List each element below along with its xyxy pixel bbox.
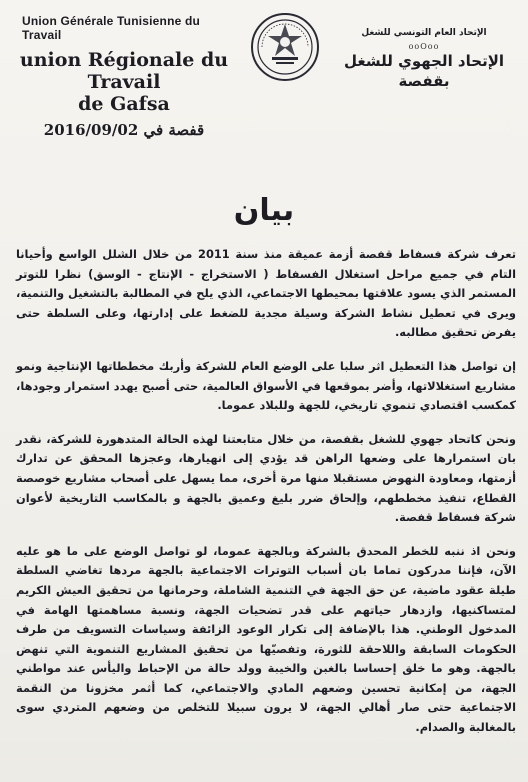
- statement-title: بيان: [233, 193, 295, 228]
- ugtt-arabic-label: الإتحاد العام التونسي للشغل: [361, 28, 487, 38]
- paragraph-4: ونحن اذ ننبه للخطر المحدق بالشركة وبالجهة عموما، لو تواصل الوضع على ما هو عليه الآن، فإننا مدركون تماما بان أسباب التوترات الاجتماعية بالجهة مردها تغاضي السلطة طيلة عقود ماضية، عن حق الجهة في التنمية الشاملة، وحرمانها من تحقيق العيش الكريم لمتساكنيها، وازدهار حياتهم على قدر تضحيات الجهة، ونسبة مساهمتها الهامة في المدخول الوطني. هذا بالإضافة إلى تكرار الوعود الزائفة وسياسات التسويف من طرف الحكومات السابقة واللاحقة للثورة، وتفصيّها من تحقيق المشاريع التنموية التي تنهض بالجهة. وهو ما خلق إحساسا بالغبن والخيبة وولد حالة من الإحباط واليأس عند مواطني الجهة، من إمكانية تحسين وضعهم المادي والاجتماعي، كما أثمر مخزونا من النقمة الاجتماعية حتى صار أهالي الجهة، لا يرون سبيلا للتخلص من وضعهم المتردي سوى بالمغالبة والصدام.: [16, 543, 516, 735]
- gafsa-label: de Gafsa: [78, 93, 170, 115]
- paragraph-3: ونحن كاتحاد جهوي للشغل بقفصة، من خلال متابعتنا لهذه الحالة المتدهورة للشركة، نقدر بان استمرارها على وضعها الراهن قد يؤدي إلى انهيارها، وعجزها المحقق عن تدارك أزمتها، ومعاودة النهوض مستقبلا منها مرة أخرى، مما يسهل على أصحاب مشاريع خوصصة القطاع، تنفيذ مخططهم، وإلحاق ضرر بليغ وعميق بالجهة و بالمكاسب التاريخية لأعوان شركة فسفاط قفصة.: [16, 431, 516, 525]
- gafsa-arabic-label: بقفصة: [398, 72, 450, 90]
- decorative-dots: ooOoo: [408, 42, 440, 51]
- ugtt-seal-logo: [250, 12, 320, 82]
- letterhead-french: [14, 14, 234, 139]
- document-date: قفصة في 2016/09/02: [43, 121, 205, 139]
- regional-union-arabic-label: الإتحاد الجهوي للشغل: [343, 52, 505, 70]
- statement-body: [16, 245, 516, 752]
- paragraph-1: تعرف شركة فسفاط قفصة أزمة عميقة منذ سنة 2011 من خلال الشلل الواسع وأحيانا التام في جميع مراحل استغلال الفسفاط ( الاستخراج - الإنتاج - الوسق) نظرا للتوتر المستمر الذي يسود علاقتها بمحيطها الاجتماعي، الذي يلح في المطالبة بالتشغيل والتنمية، ويرى في تعطيل نشاط الشركة وسيلة مجدية للضغط على إدارتها، وعلى السلطة حتى يفرض تحقيق مطالبه.: [16, 247, 516, 340]
- letterhead-arabic: [334, 28, 514, 91]
- paragraph-2: إن تواصل هذا التعطيل اثر سلبا على الوضع العام للشركة وأربك مخططاتها الإنتاجية ونمو مشاريع استغلالاتها، وأضر بموقعها في الأسواق العالمية، حتى أصبح يهدد استمرار وجودها، كمكسب اقتصادي تنموي تاريخي، للجهة وللبلاد عموما.: [16, 358, 516, 413]
- union-generale-label: Union Générale Tunisienne du Travail: [22, 14, 201, 42]
- union-regionale-label: union Régionale du Travail: [19, 49, 229, 93]
